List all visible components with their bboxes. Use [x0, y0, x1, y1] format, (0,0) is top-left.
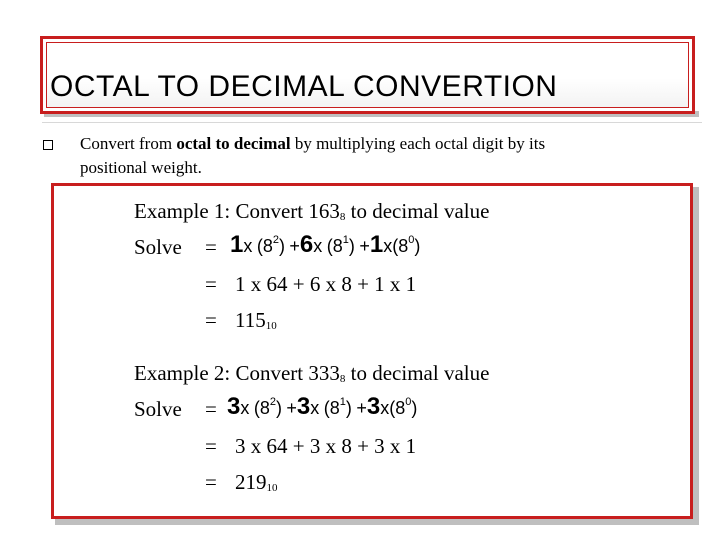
example-1-solve-label: Solve — [134, 235, 182, 259]
example-1-term-1-x: x — [243, 236, 253, 256]
example-2-term-2-base: 8 — [329, 398, 340, 418]
example-2-result — [235, 472, 278, 494]
example-1-term-2-x: x — [313, 236, 323, 256]
example-1-equals-1: = — [205, 235, 217, 259]
panel-shadow-bottom — [55, 519, 699, 525]
example-2-term-2-coef: 3 — [296, 393, 311, 420]
example-1-result-base: 10 — [265, 320, 277, 332]
example-2-plus-1: + — [286, 398, 297, 418]
title-rule — [42, 122, 702, 123]
example-2-heading-base: 8 — [339, 373, 346, 385]
bullet-text-line2: positional weight. — [80, 158, 202, 177]
example-1-result — [235, 310, 277, 332]
bullet-text — [80, 132, 680, 180]
example-1-term-3-x: x — [383, 236, 393, 256]
example-2-equals-2: = — [205, 434, 217, 458]
example-1-equals-3: = — [205, 308, 217, 332]
example-1-term-1-rparen: ) — [278, 236, 285, 256]
example-2-term-1-exp: 2 — [269, 396, 276, 408]
example-1-step-2: 1 x 64 + 6 x 8 + 1 x 1 — [235, 272, 417, 296]
panel-shadow-right — [693, 187, 699, 523]
example-1-term-3-rparen: ) — [414, 236, 421, 256]
example-1-heading-pre: Example 1: Convert 163 — [134, 199, 340, 223]
slide-title: OCTAL TO DECIMAL CONVERTION — [50, 70, 558, 103]
bullet-text-pre: Convert from — [80, 134, 177, 153]
example-2-term-2-exp: 1 — [339, 396, 346, 408]
example-2-equals-3: = — [205, 470, 217, 494]
example-1-term-2-lparen: ( — [326, 236, 333, 256]
example-2-solve-label: Solve — [134, 397, 182, 421]
example-1-term-3-base: 8 — [398, 236, 409, 256]
example-2-plus-2: + — [356, 398, 367, 418]
example-1-term-1-exp: 2 — [272, 234, 279, 246]
example-2-heading — [134, 363, 489, 385]
example-2-term-1-base: 8 — [259, 398, 270, 418]
example-1-term-3-coef: 1 — [369, 231, 384, 258]
bullet-square-icon — [43, 140, 53, 150]
example-2-term-1-lparen: ( — [253, 398, 260, 418]
example-2-term-2-rparen: ) — [345, 398, 352, 418]
example-2-term-1-x: x — [240, 398, 250, 418]
example-2-term-1-coef: 3 — [227, 393, 241, 420]
bullet-text-bold: octal to decimal — [176, 134, 291, 153]
example-2-term-3-coef: 3 — [366, 393, 381, 420]
example-2-term-3-x: x — [380, 398, 390, 418]
bullet-text-post: by multiplying each octal digit by its — [290, 134, 546, 153]
example-1-term-2-rparen: ) — [348, 236, 355, 256]
example-1-term-3-exp: 0 — [408, 234, 415, 246]
example-2-equals-1: = — [205, 397, 217, 421]
example-2-heading-pre: Example 2: Convert 333 — [134, 361, 340, 385]
example-1-term-2-exp: 1 — [342, 234, 349, 246]
example-1-result-value: 115 — [235, 308, 266, 332]
example-1-expression — [230, 233, 420, 257]
example-2-term-2-x: x — [310, 398, 320, 418]
example-1-heading-post: to decimal value — [345, 199, 490, 223]
example-1-plus-1: + — [289, 236, 300, 256]
example-1-equals-2: = — [205, 272, 217, 296]
example-2-term-2-lparen: ( — [323, 398, 330, 418]
example-2-result-value: 219 — [235, 470, 267, 494]
example-1-term-1-base: 8 — [262, 236, 273, 256]
example-1-heading — [134, 201, 489, 223]
example-2-expression — [227, 395, 417, 419]
example-2-term-3-exp: 0 — [405, 396, 412, 408]
example-2-heading-post: to decimal value — [345, 361, 490, 385]
example-1-heading-base: 8 — [339, 211, 346, 223]
example-1-term-1-lparen: ( — [256, 236, 263, 256]
example-2-term-3-lparen: ( — [389, 398, 396, 418]
example-1-term-2-coef: 6 — [299, 231, 314, 258]
example-1-term-3-lparen: ( — [392, 236, 399, 256]
example-1-plus-2: + — [359, 236, 370, 256]
example-1-term-1-coef: 1 — [230, 231, 244, 258]
example-2-term-3-base: 8 — [395, 398, 406, 418]
example-2-result-base: 10 — [266, 482, 278, 494]
example-2-term-3-rparen: ) — [411, 398, 418, 418]
example-2-term-1-rparen: ) — [275, 398, 282, 418]
example-1-term-2-base: 8 — [332, 236, 343, 256]
example-2-step-2: 3 x 64 + 3 x 8 + 3 x 1 — [235, 434, 417, 458]
